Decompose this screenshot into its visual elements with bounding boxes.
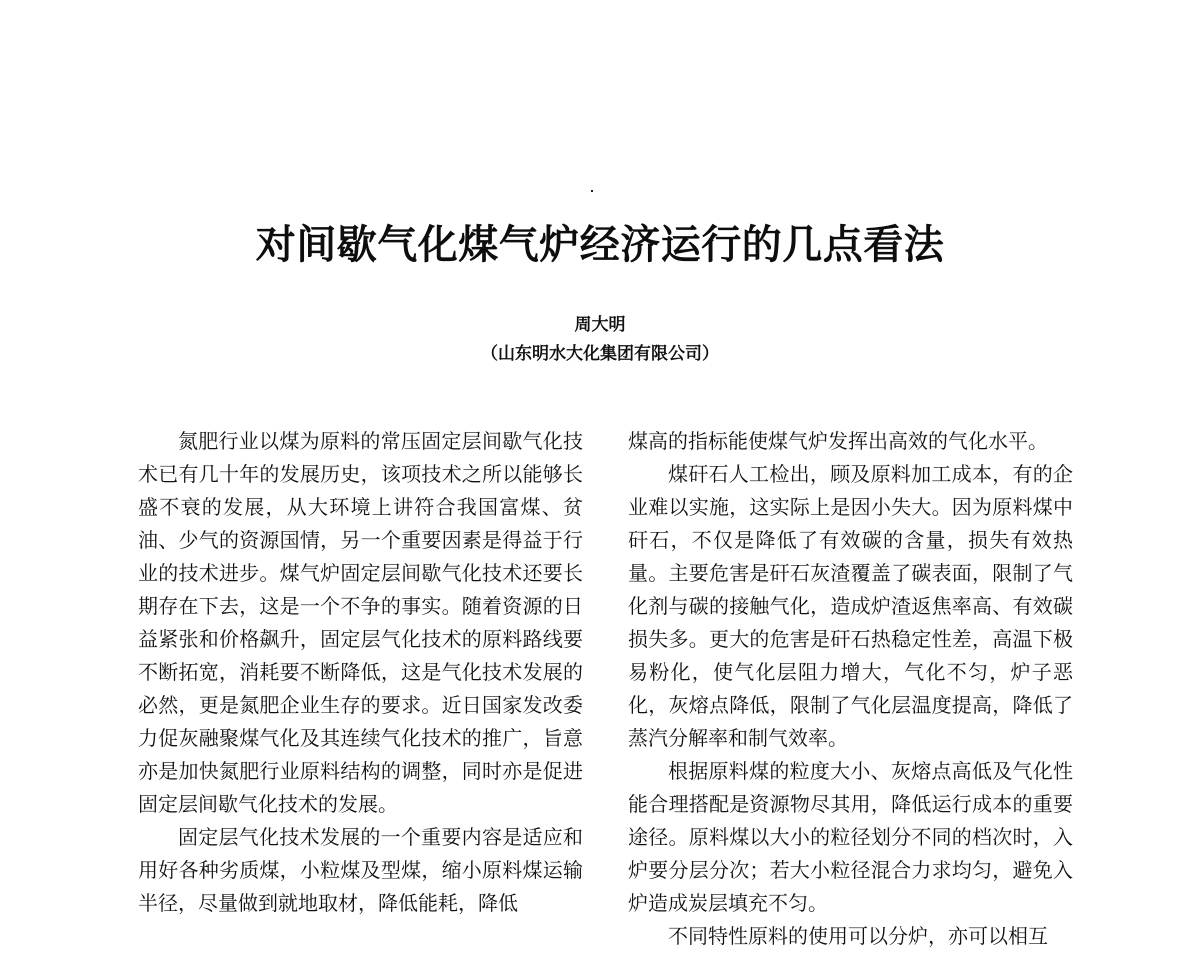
article-title: 对间歇气化煤气炉经济运行的几点看法 — [255, 222, 945, 268]
author-name: 周大明 — [574, 315, 626, 335]
right-paragraph-4: 不同特性原料的使用可以分炉，亦可以相互 — [668, 924, 1048, 948]
right-paragraph-3: 根据原料煤的粒度大小、灰熔点高低及气化性能合理搭配是资源物尽其用，降低运行成本的重要途径。原料煤以大小的粒径划分不同的档次时，入炉要分层分次；若大小粒径混合力求均匀，避免入炉造成炭层填充不匀。 — [628, 759, 1073, 915]
right-paragraph-1: 煤高的指标能使煤气炉发挥出高效的气化水平。 — [628, 429, 1048, 453]
left-paragraph-1: 氮肥行业以煤为原料的常压固定层间歇气化技术已有几十年的发展历史，该项技术之所以能够长盛不衰的发展，从大环境上讲符合我国富煤、贫油、少气的资源国情，另一个重要因素是得益于行业的技术进步。煤气炉固定层间歇气化技术还要长期存在下去，这是一个不争的事实。随着资源的日益紧张和价格飙升，固定层气化技术的原料路线要不断拓宽，消耗要不断降低，这是气化技术发展的必然，更是氮肥企业生存的要求。近日国家发改委力促灰融聚煤气化及其连续气化技术的推广，旨意亦是加快氮肥行业原料结构的调整，同时亦是促进固定层间歇气化技术的发展。 — [138, 429, 583, 816]
right-paragraph-2: 煤矸石人工检出，顾及原料加工成本，有的企业难以实施，这实际上是因小失大。因为原料煤中矸石，不仅是降低了有效碳的含量，损失有效热量。主要危害是矸石灰渣覆盖了碳表面，限制了气化剂与碳的接触气化，造成炉渣返焦率高、有效碳损失多。更大的危害是矸石热稳定性差，高温下极易粉化，使气化层阻力增大，气化不匀，炉子恶化，灰熔点降低，限制了气化层温度提高，降低了蒸汽分解率和制气效率。 — [628, 462, 1073, 750]
left-column — [138, 425, 583, 920]
right-column — [628, 425, 1073, 953]
scan-speck — [591, 190, 593, 192]
left-paragraph-2: 固定层气化技术发展的一个重要内容是适应和用好各种劣质煤，小粒煤及型煤，缩小原料煤运输半径，尽量做到就地取材，降低能耗，降低 — [138, 825, 583, 915]
author-affiliation: （山东明水大化集团有限公司） — [481, 344, 719, 364]
